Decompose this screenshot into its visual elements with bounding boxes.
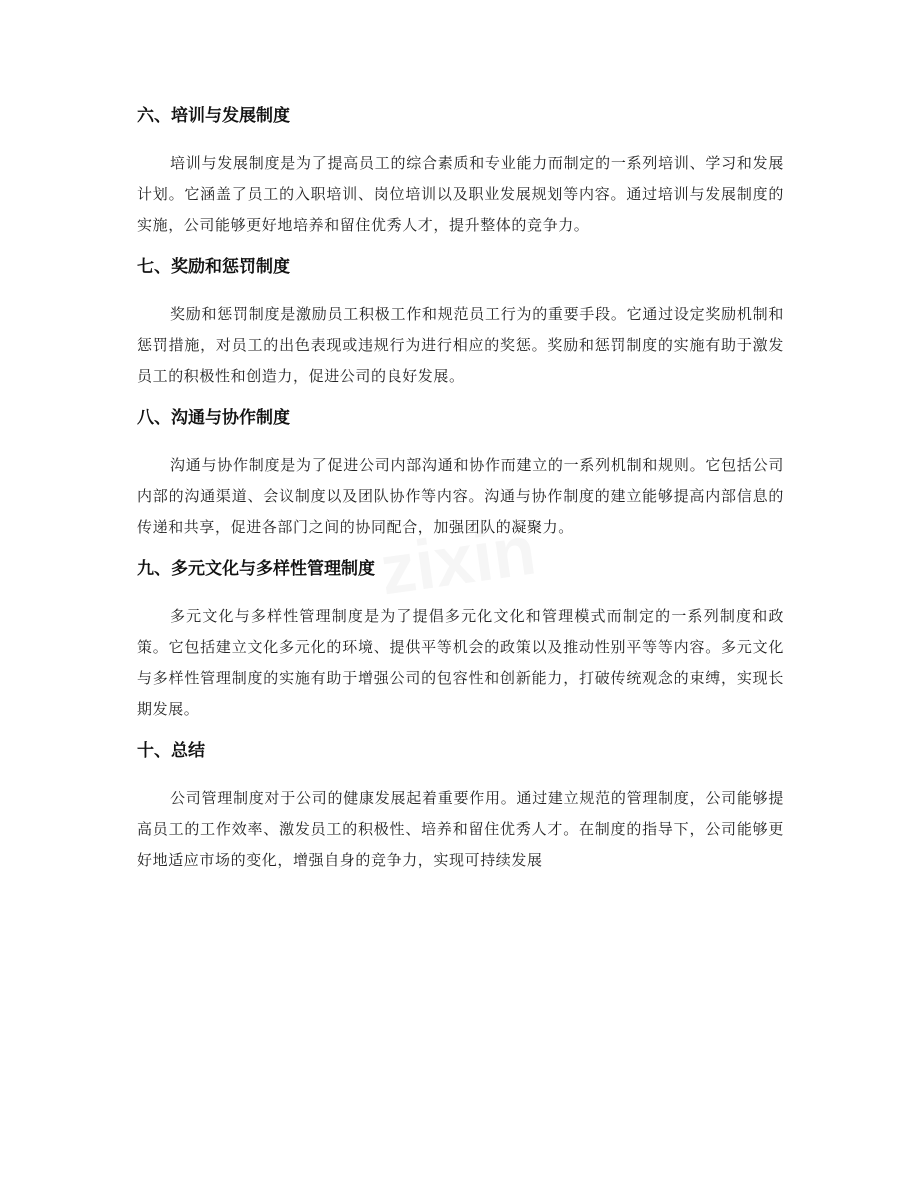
section-paragraph: 沟通与协作制度是为了促进公司内部沟通和协作而建立的一系列机制和规则。它包括公司内部的沟通渠道、会议制度以及团队协作等内容。沟通与协作制度的建立能够提高内部信息的传递和共享，促进各部门之间的协同配合，加强团队的凝聚力。: [137, 456, 784, 536]
section-communication: [137, 406, 784, 543]
section-training: [137, 104, 784, 241]
section-heading: 九、多元文化与多样性管理制度: [137, 559, 375, 579]
section-rewards: [137, 255, 784, 392]
section-heading: 十、总结: [137, 741, 205, 761]
section-paragraph: 多元文化与多样性管理制度是为了提倡多元化文化和管理模式而制定的一系列制度和政策。它包括建立文化多元化的环境、提供平等机会的政策以及推动性别平等等内容。多元文化与多样性管理制度的实施有助于增强公司的包容性和创新能力，打破传统观念的束缚，实现长期发展。: [137, 607, 784, 718]
section-paragraph: 奖励和惩罚制度是激励员工积极工作和规范员工行为的重要手段。它通过设定奖励机制和惩罚措施，对员工的出色表现或违规行为进行相应的奖惩。奖励和惩罚制度的实施有助于激发员工的积极性和创造力，促进公司的良好发展。: [137, 305, 784, 385]
section-summary: [137, 739, 784, 876]
section-paragraph: 公司管理制度对于公司的健康发展起着重要作用。通过建立规范的管理制度，公司能够提高员工的工作效率、激发员工的积极性、培养和留住优秀人才。在制度的指导下，公司能够更好地适应市场的变化，增强自身的竞争力，实现可持续发展: [137, 789, 784, 869]
section-heading: 七、奖励和惩罚制度: [137, 257, 290, 277]
section-paragraph: 培训与发展制度是为了提高员工的综合素质和专业能力而制定的一系列培训、学习和发展计划。它涵盖了员工的入职培训、岗位培训以及职业发展规划等内容。通过培训与发展制度的实施，公司能够更好地培养和留住优秀人才，提升整体的竞争力。: [137, 154, 784, 234]
section-heading: 八、沟通与协作制度: [137, 408, 290, 428]
document-content: [137, 104, 784, 890]
section-heading: 六、培训与发展制度: [137, 106, 290, 126]
section-diversity: [137, 557, 784, 725]
